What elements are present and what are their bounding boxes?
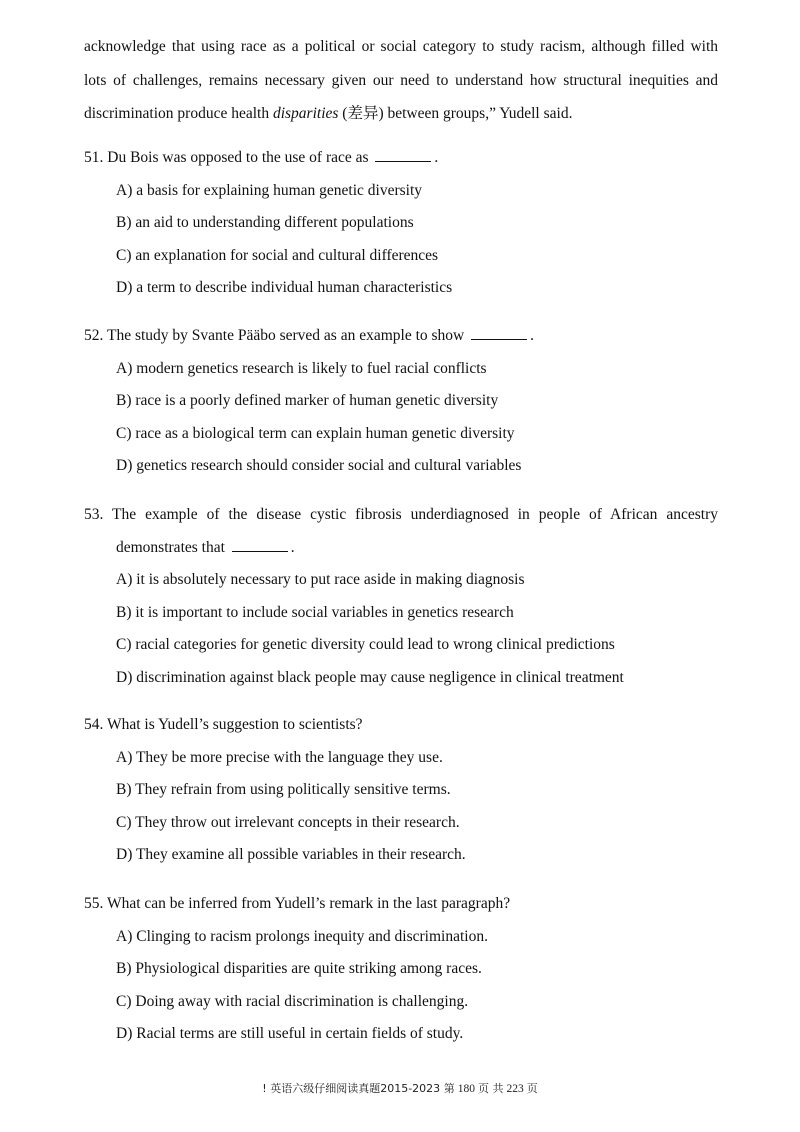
passage-line-3-start: discrimination produce health — [84, 105, 273, 122]
option-b: B) They refrain from using politically sensitive terms. — [116, 781, 451, 798]
answer-blank — [375, 147, 431, 162]
option-a: A) a basis for explaining human genetic diversity — [116, 181, 423, 199]
option-d: D) discrimination against black people may cause negligence in clinical treatment — [116, 668, 624, 686]
option-a: A) it is absolutely necessary to put race aside in making diagnosis — [116, 571, 525, 588]
footer-total-label: 共 — [492, 1082, 504, 1095]
option-b: B) it is important to include social variables in genetics research — [116, 603, 514, 621]
option-b: B) race is a poorly defined marker of human genetic diversity — [116, 392, 499, 409]
option-c: C) racial categories for genetic diversity could lead to wrong clinical predictions — [116, 636, 615, 653]
emphasized-term: disparities — [272, 105, 339, 122]
question-53 — [84, 499, 718, 694]
option-d: D) Racial terms are still useful in certain fields of study. — [116, 1025, 464, 1042]
footer-page-unit: 页 — [477, 1082, 489, 1095]
question-stem — [84, 320, 718, 353]
passage-line-3-end: (差异) between groups,” Yudell said. — [338, 105, 573, 122]
question-stem-end: . — [290, 538, 295, 556]
option-c: C) race as a biological term can explain human genetic diversity — [116, 424, 515, 442]
footer-page-number: 180 — [457, 1083, 475, 1095]
option-c: C) They throw out irrelevant concepts in their research. — [116, 813, 460, 831]
question-52 — [84, 320, 718, 483]
option-a: A) Clinging to racism prolongs inequity and discrimination. — [116, 927, 488, 945]
footer-total-unit: 页 — [526, 1082, 538, 1095]
question-stem: 55. What can be inferred from Yudell’s remark in the last paragraph? — [84, 895, 511, 912]
page-footer — [0, 1080, 800, 1096]
option-b: B) Physiological disparities are quite striking among races. — [116, 960, 482, 977]
option-c: C) Doing away with racial discrimination is challenging. — [116, 992, 469, 1010]
passage-line-2: lots of challenges, remains necessary given our need to understand how structural inequities and — [84, 71, 718, 89]
footer-title: 英语六级仔细阅读真题2015-2023 — [270, 1082, 441, 1095]
option-c: C) an explanation for social and cultural differences — [116, 246, 439, 264]
answer-blank — [471, 325, 527, 340]
question-stem-end: . — [530, 327, 534, 344]
question-54 — [84, 709, 718, 872]
answer-blank — [232, 537, 288, 552]
option-b: B) an aid to understanding different populations — [116, 214, 414, 231]
passage-line-1: acknowledge that using race as a political or social category to study racism, although filled with — [84, 38, 718, 55]
question-stem-text-2: demonstrates that — [116, 538, 225, 556]
footer-total-pages: 223 — [506, 1083, 524, 1095]
question-51 — [84, 142, 718, 305]
question-stem: 53. The example of the disease cystic fibrosis underdiagnosed in people of African ancestry — [84, 506, 718, 523]
option-d: D) They examine all possible variables in their research. — [116, 846, 466, 863]
question-stem-text: 52. The study by Svante Pääbo served as an example to show — [84, 327, 465, 344]
question-stem — [84, 142, 718, 175]
footer-marker: ! — [262, 1082, 267, 1095]
option-d: D) genetics research should consider social and cultural variables — [116, 457, 522, 474]
question-stem-text: 51. Du Bois was opposed to the use of race as — [84, 149, 369, 166]
question-stem-continued — [84, 532, 718, 565]
question-stem-end: . — [434, 149, 439, 166]
question-55 — [84, 888, 718, 1051]
option-a: A) They be more precise with the language they use. — [116, 748, 443, 766]
passage-line-3 — [84, 97, 718, 131]
passage-paragraph — [84, 30, 718, 131]
option-d: D) a term to describe individual human characteristics — [116, 279, 453, 296]
question-stem: 54. What is Yudell’s suggestion to scientists? — [84, 716, 363, 733]
option-a: A) modern genetics research is likely to fuel racial conflicts — [116, 359, 487, 377]
footer-page-label: 第 — [443, 1082, 455, 1095]
